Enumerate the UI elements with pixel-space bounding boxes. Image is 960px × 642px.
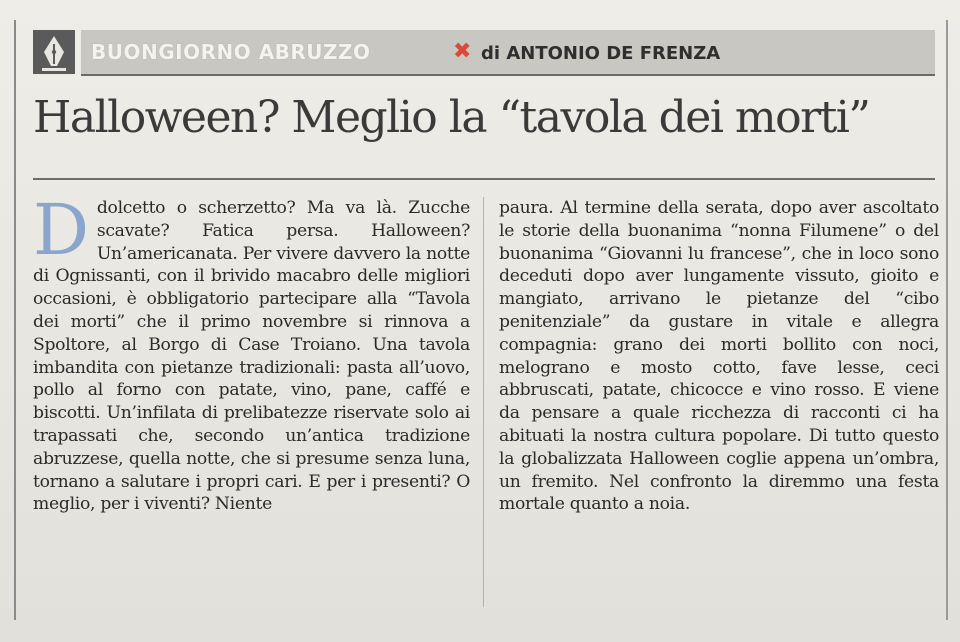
column-2-text: paura. Al termine della serata, dopo aver ascoltato le storie della buonanima “nonna Filumene” o del buonanima “Giovanni lu francese”, che in loco sono deceduti dopo aver lungamente vissuto, gioito e mangiato, arrivano le pietanze del “cibo penitenziale” da gustare in vitale e allegra compagnia: grano dei morti bollito con noci, melograno e mosto cotto, fave lesse, ceci abbruscati, patate, chicocce e vino rosso. E viene da pensare a quale ricchezza di racconti ci ha abituati la nostra cultura popolare. Di tutto questo la globalizzata Halloween coglie appena un’ombra, un fremito. Nel confronto la diremmo una festa mortale quanto a noia. xyxy=(499,198,939,515)
header-bar xyxy=(81,30,935,76)
red-cross-icon: ✖ xyxy=(453,39,472,64)
column-rubric: BUONGIORNO ABRUZZO xyxy=(91,40,371,64)
right-column-rule xyxy=(946,20,948,620)
column-1-text: dolcetto o scherzetto? Ma va là. Zucche scavate? Fatica persa. Halloween? Un’americanata. Per vivere davvero la notte di Ognissanti, con il brivido macabro delle migliori occasioni, è obbligatorio partecipare alla “Tavola dei morti” che il primo novembre si rinnova a Spoltore, al Borgo di Case Troiano. Una tavola imbandita con pietanze tradizionali: pasta all’uovo, pollo al forno con patate, vino, pane, caffé e biscotti. Un’infilata di prelibatezze riservate solo ai trapassati che, secondo un’antica tradizione abruzzese, quella notte, che si presume senza luna, tornano a salutare i propri cari. E per i presenti? O meglio, per i viventi? Niente xyxy=(33,198,470,515)
article-column-2 xyxy=(499,197,939,516)
left-column-rule xyxy=(14,20,16,620)
article-headline: Halloween? Meglio la “tavola dei morti” xyxy=(33,92,870,143)
author-byline: di ANTONIO DE FRENZA xyxy=(481,43,721,64)
headline-rule xyxy=(33,178,935,180)
drop-cap: D xyxy=(33,189,89,271)
pen-nib-icon xyxy=(33,30,75,74)
column-header xyxy=(33,30,935,76)
column-divider xyxy=(483,197,484,607)
article-column-1 xyxy=(33,189,470,516)
